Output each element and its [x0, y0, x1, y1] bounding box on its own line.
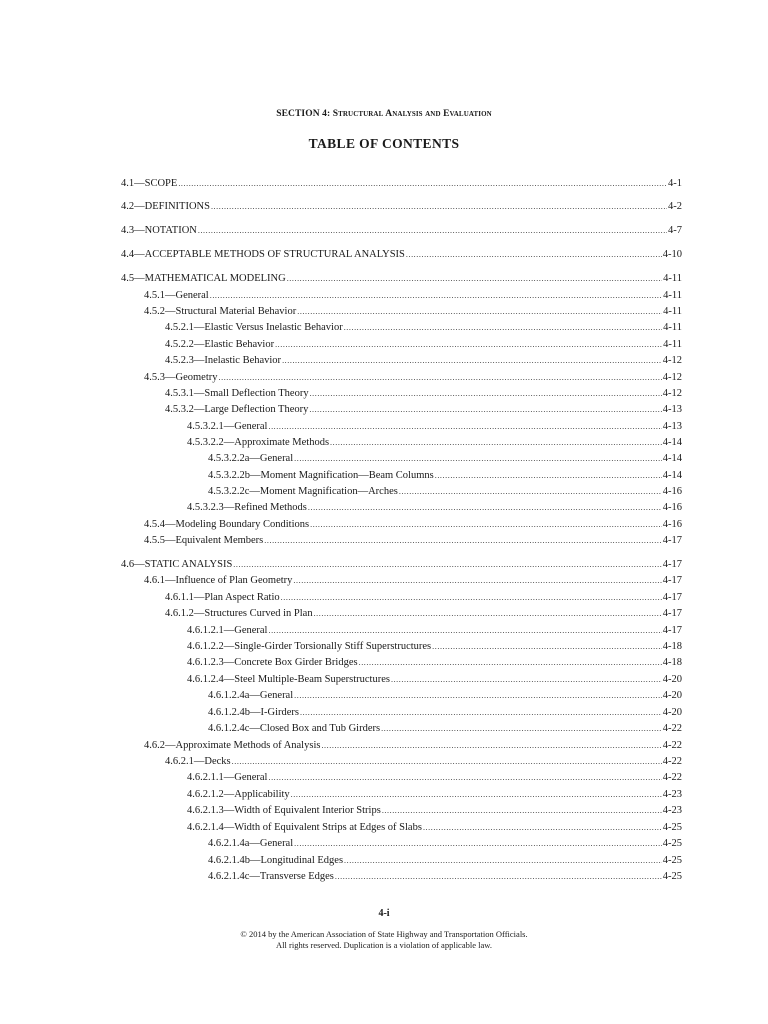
- toc-entry-page: 4-11: [663, 273, 682, 284]
- toc-entry[interactable]: [144, 534, 682, 548]
- toc-entry-page: 4-14: [662, 437, 682, 448]
- dot-leader: [308, 501, 662, 515]
- toc-entry-title: 4.5.3.2—Large Deflection Theory: [165, 404, 309, 415]
- toc-entry[interactable]: [187, 804, 682, 818]
- toc-entry[interactable]: [121, 224, 682, 238]
- dot-leader: [406, 248, 662, 262]
- toc-entry-page: 4-25: [662, 838, 682, 849]
- toc-entry[interactable]: [121, 248, 682, 262]
- toc-entry-title: 4.5.2.1—Elastic Versus Inelastic Behavior: [165, 322, 343, 333]
- dot-leader: [294, 452, 662, 466]
- dot-leader: [293, 574, 661, 588]
- toc-entry-title: 4.3—NOTATION: [121, 225, 197, 236]
- dot-leader: [321, 739, 661, 753]
- toc-entry[interactable]: [187, 501, 682, 515]
- toc-entry-page: 4-17: [662, 608, 682, 619]
- toc-entry[interactable]: [144, 371, 682, 385]
- toc-entry-page: 4-25: [662, 822, 682, 833]
- toc-entry-title: 4.5.2.2—Elastic Behavior: [165, 339, 275, 350]
- dot-leader: [294, 689, 662, 703]
- toc-entry[interactable]: [187, 821, 682, 835]
- toc-entry[interactable]: [187, 771, 682, 785]
- toc-entry-title: 4.5.3.2.2c—Moment Magnification—Arches: [208, 486, 398, 497]
- toc-entry-title: 4.1—SCOPE: [121, 178, 178, 189]
- dot-leader: [291, 788, 662, 802]
- toc-entry-page: 4-17: [662, 592, 682, 603]
- toc-entry-page: 4-10: [662, 249, 682, 260]
- toc-entry[interactable]: [144, 574, 682, 588]
- toc-entry-title: 4.5—MATHEMATICAL MODELING: [121, 273, 286, 284]
- toc-entry[interactable]: [208, 854, 682, 868]
- toc-entry-title: 4.6.1.2.1—General: [187, 625, 268, 636]
- dot-leader: [310, 387, 662, 401]
- toc-entry-title: 4.5.2—Structural Material Behavior: [144, 306, 297, 317]
- section-heading: [0, 109, 768, 119]
- toc-entry-title: 4.6.1.2.4a—General: [208, 690, 294, 701]
- dot-leader: [219, 371, 662, 385]
- copyright-line: © 2014 by the American Association of State Highway and Transportation Officials.: [240, 929, 528, 939]
- toc-entry[interactable]: [144, 305, 682, 319]
- toc-entry[interactable]: [187, 673, 682, 687]
- toc-entry-title: 4.5.3.2.1—General: [187, 421, 268, 432]
- toc-entry[interactable]: [165, 321, 682, 335]
- dot-leader: [210, 289, 662, 303]
- toc-entry-page: 4-22: [662, 740, 682, 751]
- toc-entry-title: 4.6.2.1.4—Width of Equivalent Strips at Edges of Slabs: [187, 822, 422, 833]
- toc-entry-page: 4-17: [662, 559, 682, 570]
- toc-entry[interactable]: [208, 469, 682, 483]
- dot-leader: [391, 673, 662, 687]
- toc-entry-title: 4.6.1.2.3—Concrete Box Girder Bridges: [187, 657, 358, 668]
- toc-entry[interactable]: [165, 607, 682, 621]
- dot-leader: [178, 177, 667, 191]
- dot-leader: [297, 305, 662, 319]
- toc-entry-page: 4-17: [662, 625, 682, 636]
- toc-entry[interactable]: [208, 485, 682, 499]
- dot-leader: [310, 518, 662, 532]
- toc-entry-title: 4.5.3.1—Small Deflection Theory: [165, 388, 309, 399]
- toc-entry-page: 4-13: [662, 421, 682, 432]
- dot-leader: [432, 640, 662, 654]
- dot-leader: [300, 706, 662, 720]
- toc-entry[interactable]: [187, 656, 682, 670]
- toc-entry-page: 4-25: [662, 855, 682, 866]
- toc-entry[interactable]: [165, 755, 682, 769]
- dot-leader: [294, 837, 662, 851]
- toc-entry-title: 4.5.3.2.3—Refined Methods: [187, 502, 307, 513]
- toc-entry-page: 4-14: [662, 470, 682, 481]
- dot-leader: [359, 656, 662, 670]
- dot-leader: [275, 338, 662, 352]
- toc-entry-page: 4-18: [662, 657, 682, 668]
- toc-entry-title: 4.5.5—Equivalent Members: [144, 535, 264, 546]
- toc-entry[interactable]: [208, 689, 682, 703]
- toc-entry-title: 4.6.1.2.4b—I-Girders: [208, 707, 299, 718]
- dot-leader: [330, 436, 662, 450]
- toc-entry[interactable]: [144, 739, 682, 753]
- dot-leader: [268, 624, 661, 638]
- toc-entry-title: 4.6—STATIC ANALYSIS: [121, 559, 233, 570]
- toc-entry-title: 4.5.2.3—Inelastic Behavior: [165, 355, 282, 366]
- toc-entry-page: 4-16: [662, 486, 682, 497]
- dot-leader: [309, 403, 661, 417]
- toc-entry-page: 4-11: [663, 306, 682, 317]
- toc-entry-page: 4-22: [662, 756, 682, 767]
- toc-entry-page: 4-17: [662, 575, 682, 586]
- toc-entry-title: 4.5.3.2.2a—General: [208, 453, 294, 464]
- toc-entry[interactable]: [165, 338, 682, 352]
- dot-leader: [335, 870, 662, 884]
- toc-entry-title: 4.6.1.2.4—Steel Multiple-Beam Superstructures: [187, 674, 390, 685]
- toc-entry-title: 4.6.1.2.2—Single-Girder Torsionally Stiff Superstructures: [187, 641, 432, 652]
- toc-entry[interactable]: [144, 518, 682, 532]
- toc-entry-page: 4-11: [663, 339, 682, 350]
- toc-entry-page: 4-12: [662, 388, 682, 399]
- toc-entry-title: 4.5.4—Modeling Boundary Conditions: [144, 519, 310, 530]
- copyright-notice: [0, 929, 768, 951]
- toc-entry[interactable]: [165, 591, 682, 605]
- toc-entry[interactable]: [208, 722, 682, 736]
- toc-entry-title: 4.6.1.1—Plan Aspect Ratio: [165, 592, 280, 603]
- toc-entry[interactable]: [121, 177, 682, 191]
- toc-entry-page: 4-22: [662, 723, 682, 734]
- toc-entry-title: 4.6.1.2.4c—Closed Box and Tub Girders: [208, 723, 381, 734]
- toc-entry[interactable]: [208, 706, 682, 720]
- toc-entry-page: 4-16: [662, 502, 682, 513]
- toc-entry-page: 4-1: [668, 178, 682, 189]
- toc-entry[interactable]: [121, 200, 682, 214]
- toc-entry-page: 4-11: [663, 290, 682, 301]
- dot-leader: [314, 607, 662, 621]
- toc-entry[interactable]: [165, 354, 682, 368]
- toc-entry-page: 4-18: [662, 641, 682, 652]
- dot-leader: [198, 224, 667, 238]
- toc-entry-page: 4-14: [662, 453, 682, 464]
- toc-entry-title: 4.6.2.1.3—Width of Equivalent Interior Strips: [187, 805, 381, 816]
- page-number: 4-i: [378, 908, 390, 919]
- toc-entry-title: 4.5.3.2.2b—Moment Magnification—Beam Columns: [208, 470, 434, 481]
- toc-entry-page: 4-23: [662, 805, 682, 816]
- dot-leader: [268, 420, 661, 434]
- toc-entry-page: 4-2: [668, 201, 682, 212]
- toc-entry-title: 4.6.2.1.1—General: [187, 772, 268, 783]
- toc-entry-page: 4-23: [662, 789, 682, 800]
- toc-entry[interactable]: [187, 436, 682, 450]
- toc-entry[interactable]: [187, 624, 682, 638]
- toc-entry-title: 4.5.1—General: [144, 290, 209, 301]
- toc-entry-page: 4-11: [663, 322, 682, 333]
- toc-entry-title: 4.5.3—Geometry: [144, 372, 218, 383]
- toc-entry[interactable]: [121, 558, 682, 572]
- toc-entry-page: 4-12: [662, 372, 682, 383]
- toc-entry[interactable]: [165, 387, 682, 401]
- dot-leader: [211, 200, 667, 214]
- toc-entry-page: 4-13: [662, 404, 682, 415]
- toc-entry-title: 4.6.1.2—Structures Curved in Plan: [165, 608, 313, 619]
- toc-entry-page: 4-20: [662, 690, 682, 701]
- toc-title: TABLE OF CONTENTS: [308, 136, 460, 151]
- toc-entry-page: 4-16: [662, 519, 682, 530]
- toc-entry-page: 4-20: [662, 707, 682, 718]
- dot-leader: [381, 722, 662, 736]
- toc-entry[interactable]: [121, 272, 682, 286]
- toc-entry[interactable]: [208, 452, 682, 466]
- toc-entry-page: 4-17: [662, 535, 682, 546]
- dot-leader: [399, 485, 662, 499]
- section-title: Structural Analysis and Evaluation: [332, 109, 492, 119]
- toc-entry-page: 4-7: [668, 225, 682, 236]
- toc-entry[interactable]: [187, 420, 682, 434]
- toc-entry[interactable]: [208, 837, 682, 851]
- toc-entry-title: 4.6.2—Approximate Methods of Analysis: [144, 740, 321, 751]
- toc-entry[interactable]: [187, 788, 682, 802]
- dot-leader: [287, 272, 662, 286]
- dot-leader: [282, 354, 662, 368]
- toc-entry-title: 4.6.2.1—Decks: [165, 756, 231, 767]
- toc-entry-title: 4.4—ACCEPTABLE METHODS OF STRUCTURAL ANALYSIS: [121, 249, 405, 260]
- toc-entry-title: 4.6.2.1.2—Applicability: [187, 789, 290, 800]
- toc-entry-title: 4.5.3.2.2—Approximate Methods: [187, 437, 330, 448]
- dot-leader: [382, 804, 662, 818]
- toc-entry-page: 4-12: [662, 355, 682, 366]
- toc-entry[interactable]: [144, 289, 682, 303]
- toc-entry-page: 4-22: [662, 772, 682, 783]
- dot-leader: [281, 591, 662, 605]
- dot-leader: [344, 321, 662, 335]
- rights-line: All rights reserved. Duplication is a violation of applicable law.: [276, 940, 492, 950]
- toc-entry[interactable]: [187, 640, 682, 654]
- dot-leader: [435, 469, 662, 483]
- toc-entry-page: 4-25: [662, 871, 682, 882]
- toc-entry-title: 4.6.2.1.4b—Longitudinal Edges: [208, 855, 344, 866]
- section-prefix: SECTION 4:: [276, 109, 331, 119]
- toc-entry[interactable]: [208, 870, 682, 884]
- dot-leader: [233, 558, 661, 572]
- toc-entry-title: 4.2—DEFINITIONS: [121, 201, 210, 212]
- dot-leader: [232, 755, 662, 769]
- toc-entry-title: 4.6.2.1.4a—General: [208, 838, 294, 849]
- dot-leader: [268, 771, 661, 785]
- toc-entry-title: 4.6.2.1.4c—Transverse Edges: [208, 871, 334, 882]
- toc-entry-page: 4-20: [662, 674, 682, 685]
- dot-leader: [264, 534, 661, 548]
- dot-leader: [423, 821, 662, 835]
- toc-entry-title: 4.6.1—Influence of Plan Geometry: [144, 575, 293, 586]
- dot-leader: [344, 854, 662, 868]
- toc-entry[interactable]: [165, 403, 682, 417]
